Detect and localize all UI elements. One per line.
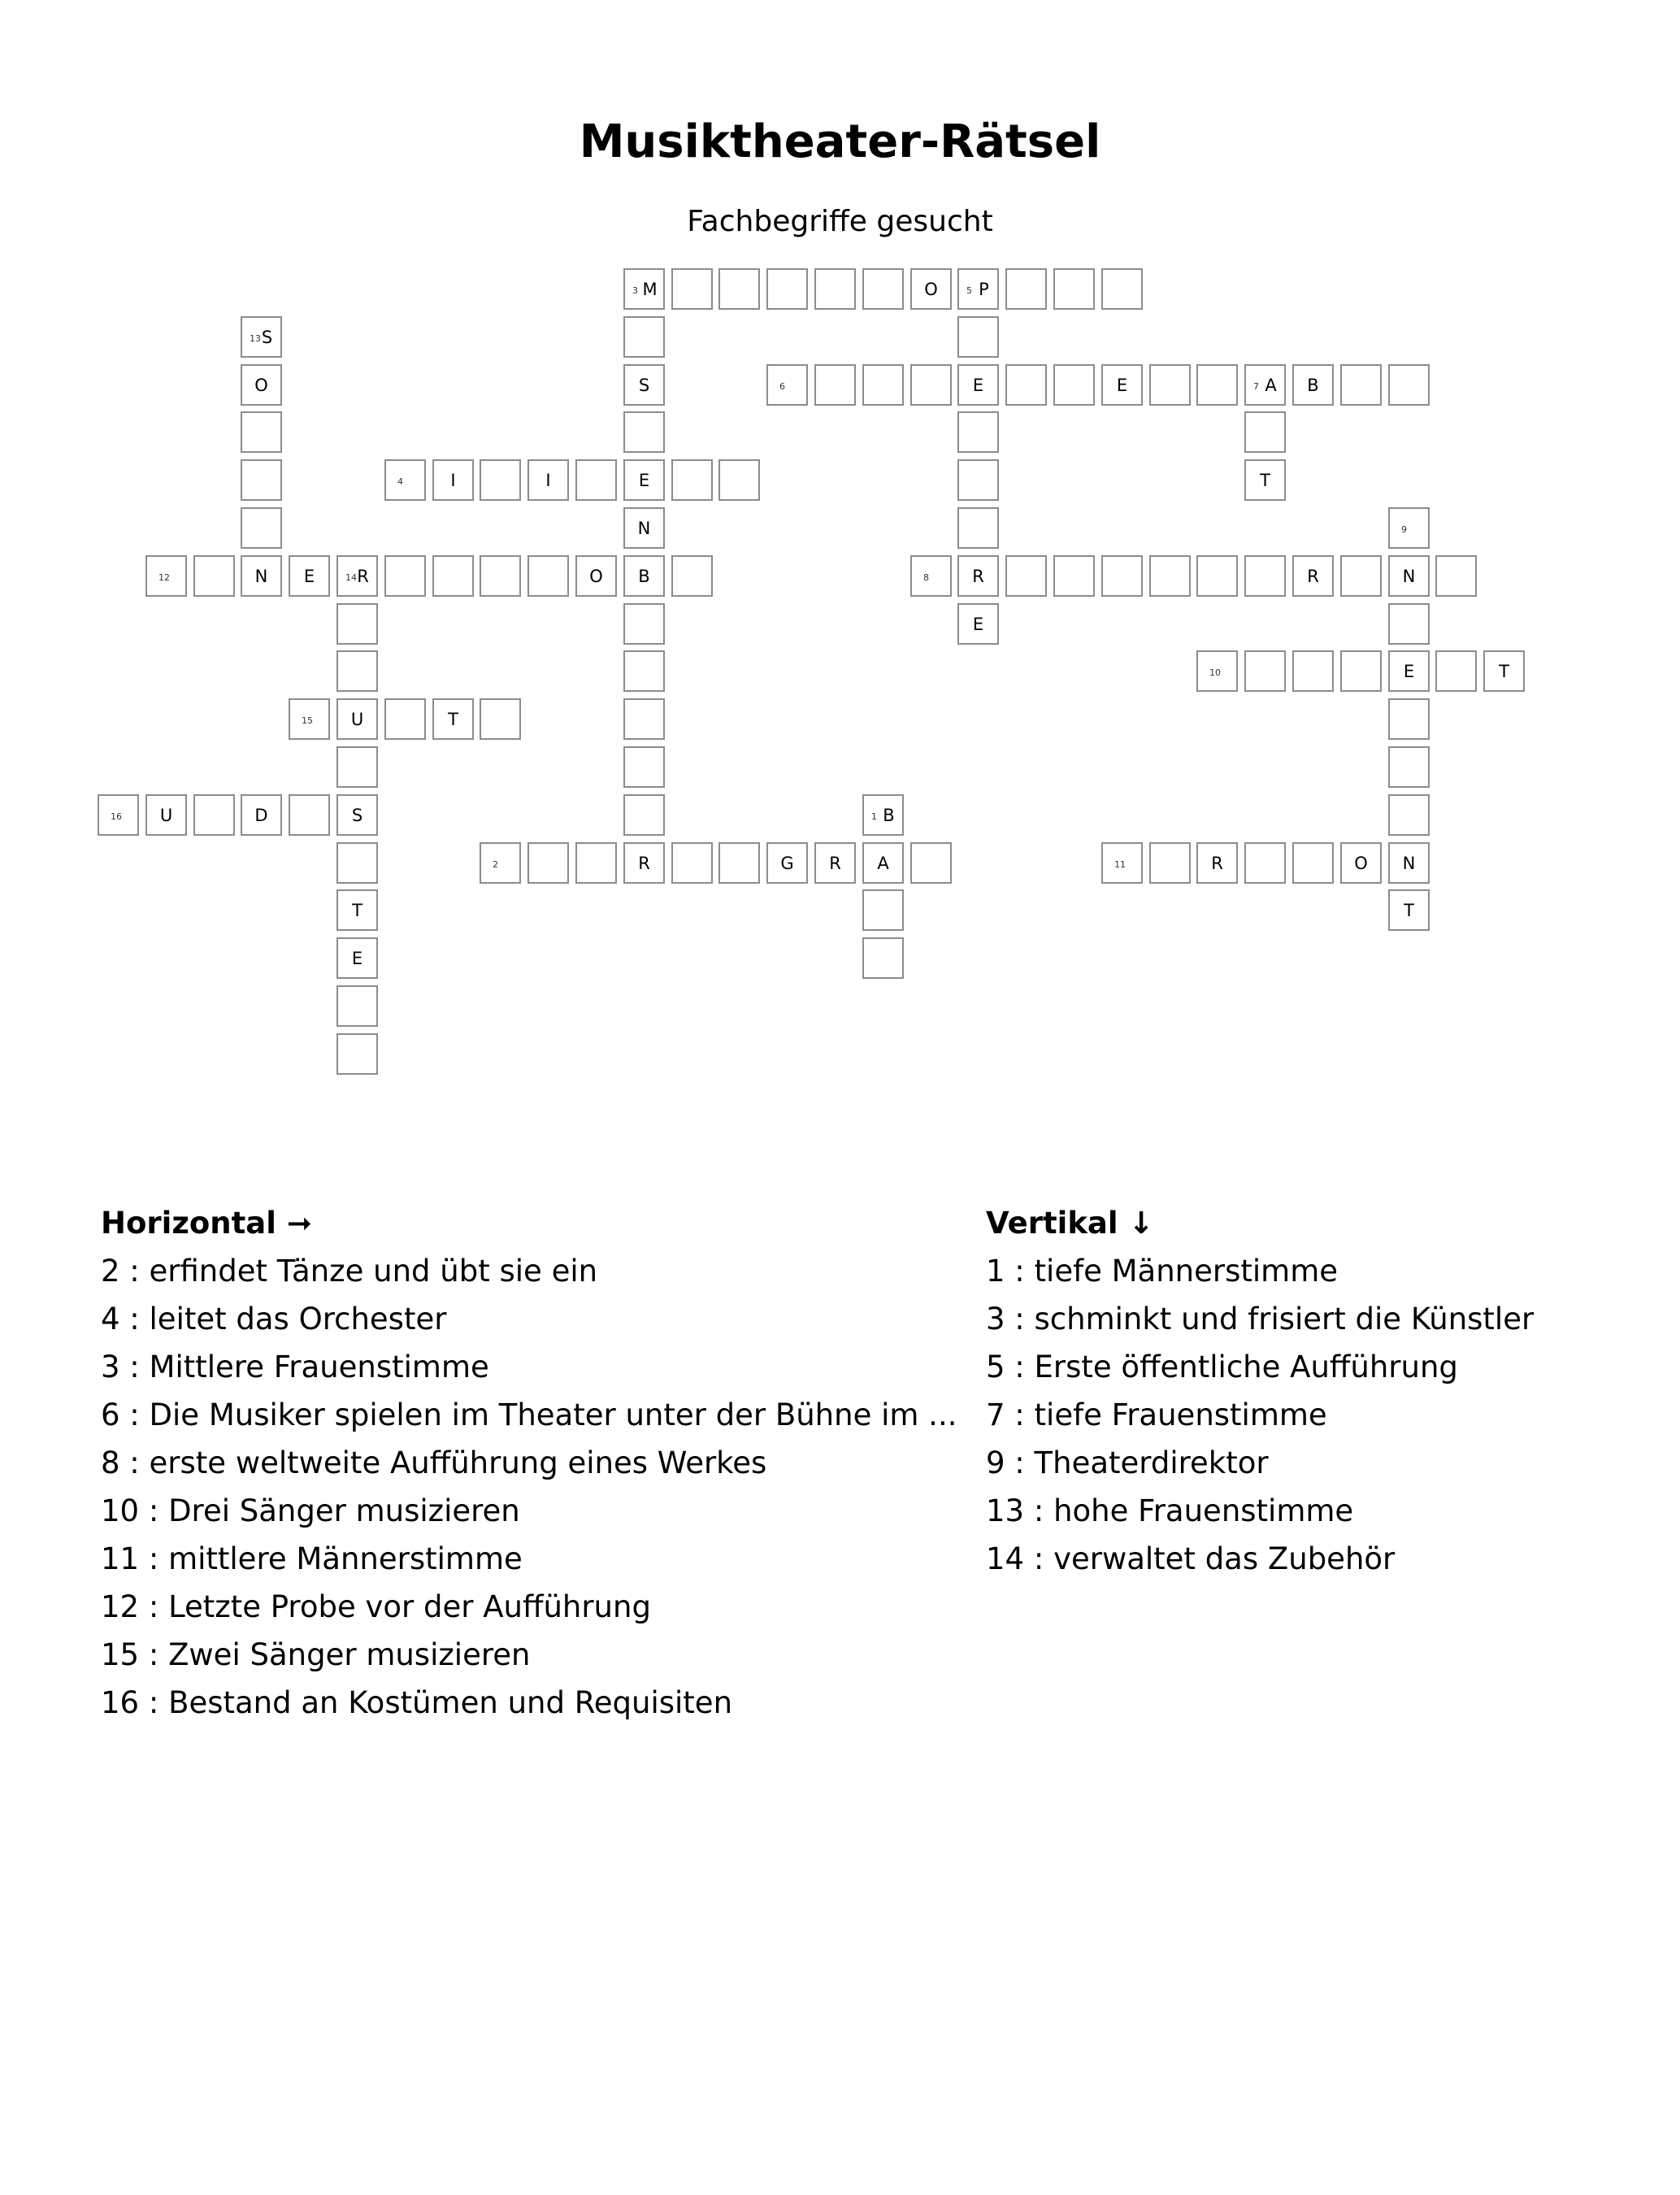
cell-letter: D xyxy=(254,806,268,825)
clue-number: 6 xyxy=(779,381,785,392)
clue-item: 9 : Theaterdirektor xyxy=(986,1445,1269,1480)
grid-cell[interactable] xyxy=(671,459,713,501)
clue-number: 15 xyxy=(302,715,313,726)
grid-cell[interactable] xyxy=(289,555,330,597)
cell-letter: E xyxy=(638,471,650,490)
cell-letter: E xyxy=(972,376,984,395)
grid-cell[interactable] xyxy=(1388,364,1430,406)
clue-number: 10 xyxy=(1209,667,1221,678)
cell-letter: U xyxy=(159,806,173,825)
vertical-clues-heading: Vertikal ↓ xyxy=(986,1206,1154,1241)
grid-cell[interactable] xyxy=(957,268,999,310)
grid-cell[interactable] xyxy=(1388,698,1430,740)
grid-cell[interactable] xyxy=(1149,842,1191,884)
grid-cell[interactable] xyxy=(623,364,665,406)
grid-cell[interactable] xyxy=(432,555,474,597)
horizontal-clues xyxy=(101,1199,957,1727)
grid-cell[interactable] xyxy=(1340,364,1382,406)
clue-item: 3 : Mittlere Frauenstimme xyxy=(101,1350,489,1384)
grid-cell[interactable] xyxy=(1196,364,1238,406)
cell-letter: O xyxy=(589,567,603,586)
grid-cell[interactable] xyxy=(241,555,282,597)
clue-item: 14 : verwaltet das Zubehör xyxy=(986,1541,1396,1576)
grid-cell[interactable] xyxy=(1388,650,1430,692)
clue-number: 13 xyxy=(250,333,261,344)
clue-number: 14 xyxy=(345,572,357,583)
cell-letter: T xyxy=(448,710,458,729)
grid-cell[interactable] xyxy=(336,1033,378,1075)
grid-cell[interactable] xyxy=(336,889,378,931)
cell-letter: N xyxy=(637,519,651,538)
grid-cell[interactable] xyxy=(336,937,378,979)
grid-cell[interactable] xyxy=(862,937,904,979)
grid-cell[interactable] xyxy=(1388,842,1430,884)
clue-number: 16 xyxy=(111,811,122,822)
cell-letter: S xyxy=(261,328,273,347)
cell-letter: E xyxy=(1403,662,1415,681)
grid-cell[interactable] xyxy=(1005,555,1047,597)
grid-cell[interactable] xyxy=(957,364,999,406)
clue-item: 2 : erfindet Tänze und übt sie ein xyxy=(101,1254,598,1289)
grid-cell[interactable] xyxy=(766,268,808,310)
grid-cell[interactable] xyxy=(623,603,665,645)
page-title: Musiktheater-Rätsel xyxy=(579,115,1101,168)
grid-cell[interactable] xyxy=(1340,555,1382,597)
grid-cell[interactable] xyxy=(480,842,521,884)
clue-item: 4 : leitet das Orchester xyxy=(101,1302,447,1337)
grid-cell[interactable] xyxy=(289,698,330,740)
cell-letter: E xyxy=(972,615,984,634)
cell-letter: U xyxy=(350,710,364,729)
cell-letter: A xyxy=(877,854,889,873)
grid-cell[interactable] xyxy=(623,842,665,884)
grid-cell[interactable] xyxy=(814,268,856,310)
grid-cell[interactable] xyxy=(384,698,426,740)
grid-cell[interactable] xyxy=(718,842,760,884)
grid-cell[interactable] xyxy=(193,794,235,836)
cell-letter: A xyxy=(1265,376,1277,395)
grid-cell[interactable] xyxy=(1244,650,1286,692)
grid-cell[interactable] xyxy=(910,842,952,884)
grid-cell[interactable] xyxy=(957,603,999,645)
grid-cell[interactable] xyxy=(336,842,378,884)
grid-cell[interactable] xyxy=(1340,842,1382,884)
grid-cell[interactable] xyxy=(1244,411,1286,453)
grid-cell[interactable] xyxy=(1005,268,1047,310)
cell-letter: E xyxy=(1116,376,1128,395)
cell-letter: E xyxy=(351,949,363,968)
grid-cell[interactable] xyxy=(384,459,426,501)
grid-cell[interactable] xyxy=(480,459,521,501)
grid-cell[interactable] xyxy=(623,794,665,836)
grid-cell[interactable] xyxy=(1292,364,1334,406)
clue-item: 7 : tiefe Frauenstimme xyxy=(986,1397,1327,1432)
clue-item: 10 : Drei Sänger musizieren xyxy=(101,1493,520,1528)
grid-cell[interactable] xyxy=(957,555,999,597)
grid-cell[interactable] xyxy=(814,364,856,406)
grid-cell[interactable] xyxy=(241,316,282,358)
cell-letter: N xyxy=(1402,854,1416,873)
cell-letter: I xyxy=(450,471,456,490)
cell-letter: O xyxy=(1354,854,1368,873)
clue-number: 9 xyxy=(1401,524,1407,535)
grid-cell[interactable] xyxy=(1292,555,1334,597)
grid-cell[interactable] xyxy=(1435,650,1477,692)
cell-letter: M xyxy=(642,280,658,299)
grid-cell[interactable] xyxy=(241,364,282,406)
grid-cell[interactable] xyxy=(623,698,665,740)
grid-cell[interactable] xyxy=(145,794,187,836)
grid-cell[interactable] xyxy=(623,746,665,788)
vertical-clues xyxy=(986,1199,1534,1583)
clue-number: 4 xyxy=(397,476,403,487)
grid-cell[interactable] xyxy=(336,650,378,692)
grid-cell[interactable] xyxy=(336,698,378,740)
clue-number: 8 xyxy=(923,572,929,583)
grid-cell[interactable] xyxy=(1292,842,1334,884)
grid-cell[interactable] xyxy=(527,459,569,501)
grid-cell[interactable] xyxy=(910,364,952,406)
page-subtitle: Fachbegriffe gesucht xyxy=(687,205,993,238)
grid-cell[interactable] xyxy=(98,794,139,836)
clue-number: 2 xyxy=(493,859,498,870)
cell-letter: T xyxy=(1404,901,1414,920)
grid-cell[interactable] xyxy=(336,555,378,597)
grid-cell[interactable] xyxy=(241,507,282,549)
grid-cell[interactable] xyxy=(289,794,330,836)
cell-letter: B xyxy=(1307,376,1319,395)
grid-cell[interactable] xyxy=(1292,650,1334,692)
grid-cell[interactable] xyxy=(1101,364,1143,406)
horizontal-clues-heading: Horizontal ➞ xyxy=(101,1206,312,1241)
clue-number: 5 xyxy=(966,285,972,296)
cell-letter: S xyxy=(638,376,650,395)
grid-cell[interactable] xyxy=(1053,268,1095,310)
grid-cell[interactable] xyxy=(1244,459,1286,501)
clue-number: 7 xyxy=(1253,381,1259,392)
grid-cell[interactable] xyxy=(623,507,665,549)
grid-cell[interactable] xyxy=(1435,555,1477,597)
grid-cell[interactable] xyxy=(910,268,952,310)
grid-cell[interactable] xyxy=(1388,603,1430,645)
grid-cell[interactable] xyxy=(145,555,187,597)
grid-cell[interactable] xyxy=(241,411,282,453)
grid-cell[interactable] xyxy=(862,364,904,406)
cell-letter: T xyxy=(352,901,362,920)
cell-letter: B xyxy=(883,806,895,825)
cell-letter: E xyxy=(303,567,315,586)
clue-item: 5 : Erste öffentliche Aufführung xyxy=(986,1350,1458,1384)
clue-item: 16 : Bestand an Kostümen und Requisiten xyxy=(101,1685,733,1720)
grid-cell[interactable] xyxy=(1101,268,1143,310)
clue-item: 6 : Die Musiker spielen im Theater unter der Bühne im ... xyxy=(101,1397,957,1432)
cell-letter: O xyxy=(924,280,938,299)
grid-cell[interactable] xyxy=(623,268,665,310)
cell-letter: B xyxy=(638,567,650,586)
grid-cell[interactable] xyxy=(336,603,378,645)
grid-cell[interactable] xyxy=(432,698,474,740)
grid-cell[interactable] xyxy=(575,459,617,501)
grid-cell[interactable] xyxy=(193,555,235,597)
grid-cell[interactable] xyxy=(575,555,617,597)
clue-item: 8 : erste weltweite Aufführung eines Werkes xyxy=(101,1445,767,1480)
cell-letter: R xyxy=(1307,567,1319,586)
grid-cell[interactable] xyxy=(957,459,999,501)
grid-cell[interactable] xyxy=(1244,842,1286,884)
grid-cell[interactable] xyxy=(432,459,474,501)
grid-cell[interactable] xyxy=(862,889,904,931)
cell-letter: R xyxy=(357,567,369,586)
grid-cell[interactable] xyxy=(766,364,808,406)
clue-item: 13 : hohe Frauenstimme xyxy=(986,1493,1354,1528)
grid-cell[interactable] xyxy=(957,411,999,453)
clue-item: 3 : schminkt und frisiert die Künstler xyxy=(986,1302,1535,1337)
grid-cell[interactable] xyxy=(1005,364,1047,406)
grid-cell[interactable] xyxy=(623,411,665,453)
grid-cell[interactable] xyxy=(814,842,856,884)
grid-cell[interactable] xyxy=(671,555,713,597)
grid-cell[interactable] xyxy=(910,555,952,597)
grid-cell[interactable] xyxy=(1149,364,1191,406)
grid-cell[interactable] xyxy=(527,555,569,597)
cell-letter: O xyxy=(254,376,268,395)
grid-cell[interactable] xyxy=(1340,650,1382,692)
grid-cell[interactable] xyxy=(480,555,521,597)
cell-letter: N xyxy=(1402,567,1416,586)
clue-number: 12 xyxy=(158,572,170,583)
grid-cell[interactable] xyxy=(527,842,569,884)
grid-cell[interactable] xyxy=(623,555,665,597)
grid-cell[interactable] xyxy=(1388,794,1430,836)
grid-cell[interactable] xyxy=(671,268,713,310)
cell-letter: N xyxy=(254,567,268,586)
grid-cell[interactable] xyxy=(862,794,904,836)
grid-cell[interactable] xyxy=(623,459,665,501)
clue-number: 11 xyxy=(1114,859,1126,870)
grid-cell[interactable] xyxy=(1483,650,1525,692)
clue-item: 12 : Letzte Probe vor der Aufführung xyxy=(101,1589,651,1624)
grid-cell[interactable] xyxy=(766,842,808,884)
grid-cell[interactable] xyxy=(1244,555,1286,597)
grid-cell[interactable] xyxy=(336,746,378,788)
cell-letter: P xyxy=(979,280,989,299)
clue-item: 15 : Zwei Sänger musizieren xyxy=(101,1637,531,1672)
grid-cell[interactable] xyxy=(336,985,378,1027)
grid-cell[interactable] xyxy=(1196,650,1238,692)
grid-cell[interactable] xyxy=(957,507,999,549)
grid-cell[interactable] xyxy=(241,459,282,501)
clue-number: 3 xyxy=(632,285,638,296)
grid-cell[interactable] xyxy=(957,316,999,358)
grid-cell[interactable] xyxy=(480,698,521,740)
cell-letter: T xyxy=(1260,471,1270,490)
cell-letter: S xyxy=(351,806,363,825)
clue-item: 11 : mittlere Männerstimme xyxy=(101,1541,523,1576)
grid-cell[interactable] xyxy=(862,842,904,884)
grid-cell[interactable] xyxy=(241,794,282,836)
grid-cell[interactable] xyxy=(1149,555,1191,597)
cell-letter: G xyxy=(780,854,794,873)
grid-cell[interactable] xyxy=(1196,555,1238,597)
grid-cell[interactable] xyxy=(623,316,665,358)
grid-cell[interactable] xyxy=(384,555,426,597)
clue-item: 1 : tiefe Männerstimme xyxy=(986,1254,1339,1289)
grid-cell[interactable] xyxy=(1101,555,1143,597)
grid-cell[interactable] xyxy=(1101,842,1143,884)
grid-cell[interactable] xyxy=(1244,364,1286,406)
grid-cell[interactable] xyxy=(1388,746,1430,788)
grid-cell[interactable] xyxy=(718,459,760,501)
cell-letter: I xyxy=(545,471,551,490)
grid-cell[interactable] xyxy=(1053,555,1095,597)
cell-letter: R xyxy=(829,854,841,873)
grid-cell[interactable] xyxy=(1388,555,1430,597)
grid-cell[interactable] xyxy=(336,794,378,836)
cell-letter: R xyxy=(972,567,984,586)
cell-letter: T xyxy=(1499,662,1509,681)
grid-cell[interactable] xyxy=(718,268,760,310)
grid-cell[interactable] xyxy=(671,842,713,884)
clue-number: 1 xyxy=(871,811,877,822)
grid-cell[interactable] xyxy=(1388,889,1430,931)
grid-cell[interactable] xyxy=(1196,842,1238,884)
grid-cell[interactable] xyxy=(1053,364,1095,406)
cell-letter: R xyxy=(638,854,650,873)
cell-letter: R xyxy=(1211,854,1223,873)
grid-cell[interactable] xyxy=(575,842,617,884)
grid-cell[interactable] xyxy=(623,650,665,692)
grid-cell[interactable] xyxy=(862,268,904,310)
grid-cell[interactable] xyxy=(1388,507,1430,549)
